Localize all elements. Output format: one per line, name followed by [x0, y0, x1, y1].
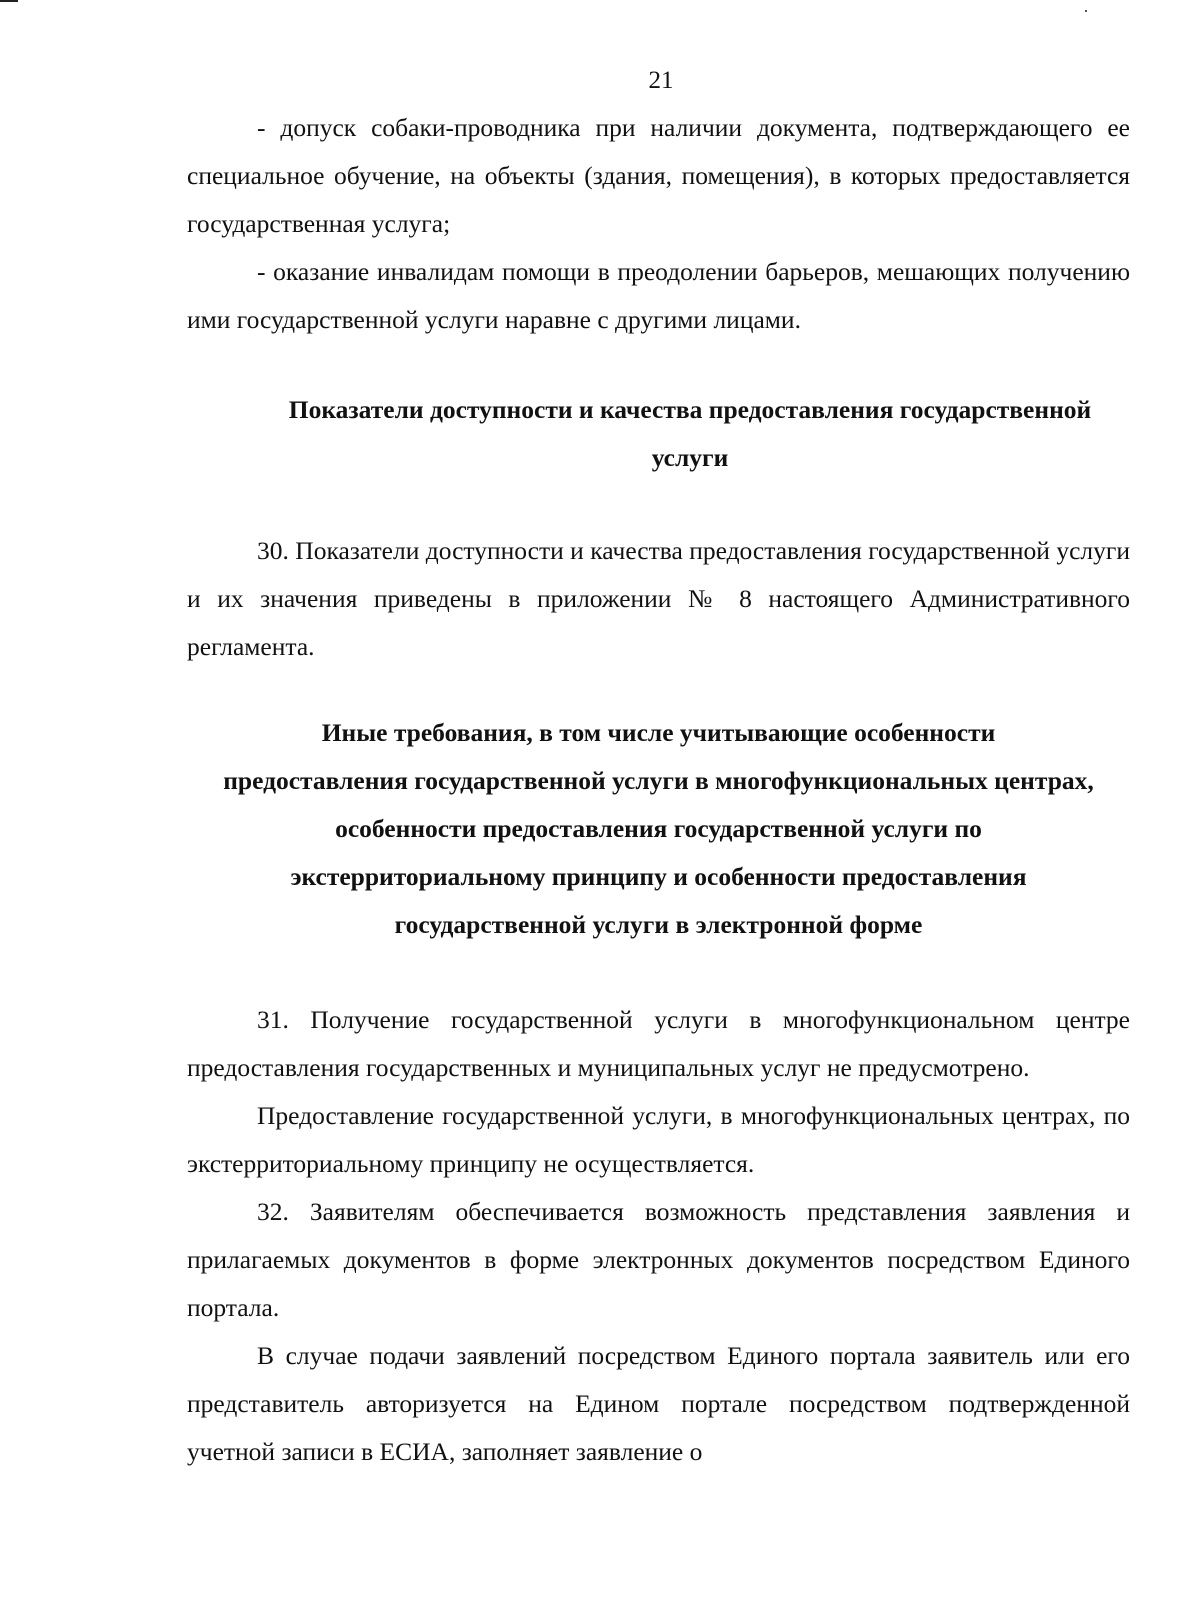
heading-line: экстерриториальному принципу и особенности предоставления [290, 862, 1027, 891]
heading-line: особенности предоставления государственной услуги по [335, 814, 982, 843]
paragraph-point-31: 31. Получение государственной услуги в многофункциональном центре предоставления государственных и муниципальных услуг не предусмотрено. [187, 1005, 1130, 1082]
paragraph-point-32: 32. Заявителям обеспечивается возможность представления заявления и прилагаемых документов в форме электронных документов посредством Единого портала. [187, 1197, 1130, 1322]
heading-line: государственной услуги в электронной форме [394, 910, 923, 939]
heading-quality-indicators [250, 386, 1130, 482]
section-point-30 [187, 527, 1130, 671]
section-points-31-32 [187, 996, 1130, 1476]
scan-edge-mark [0, 0, 18, 2]
paragraph-assistance: - оказание инвалидам помощи в преодолении барьеров, мешающих получению ими государственной услуги наравне с другими лицами. [187, 257, 1130, 334]
page-number: 21 [648, 67, 674, 94]
paragraph-guide-dog: - допуск собаки-проводника при наличии документа, подтверждающего ее специальное обучение, на объекты (здания, помещения), в которых предоставляется государственная услуга; [187, 113, 1130, 238]
section-accessibility-measures [187, 104, 1130, 344]
heading-line: Показатели доступности и качества предоставления государственной [288, 395, 1092, 424]
heading-line: услуги [651, 443, 729, 472]
paragraph-extraterritorial: Предоставление государственной услуги, в многофункциональных центрах, по экстерриториальному принципу не осуществляется. [187, 1101, 1130, 1178]
heading-line: Иные требования, в том числе учитывающие особенности [321, 718, 996, 747]
paragraph-point-30: 30. Показатели доступности и качества предоставления государственной услуги и их значения приведены в приложении № 8 настоящего Административного регламента. [187, 536, 1130, 661]
heading-other-requirements [187, 709, 1130, 949]
heading-line: предоставления государственной услуги в многофункциональных центрах, [223, 766, 1094, 795]
paragraph-portal-submission: В случае подачи заявлений посредством Единого портала заявитель или его представитель авторизуется на Едином портале посредством подтвержденной учетной записи в ЕСИА, заполняет заявление о [187, 1341, 1130, 1466]
scan-speck [1085, 10, 1087, 12]
